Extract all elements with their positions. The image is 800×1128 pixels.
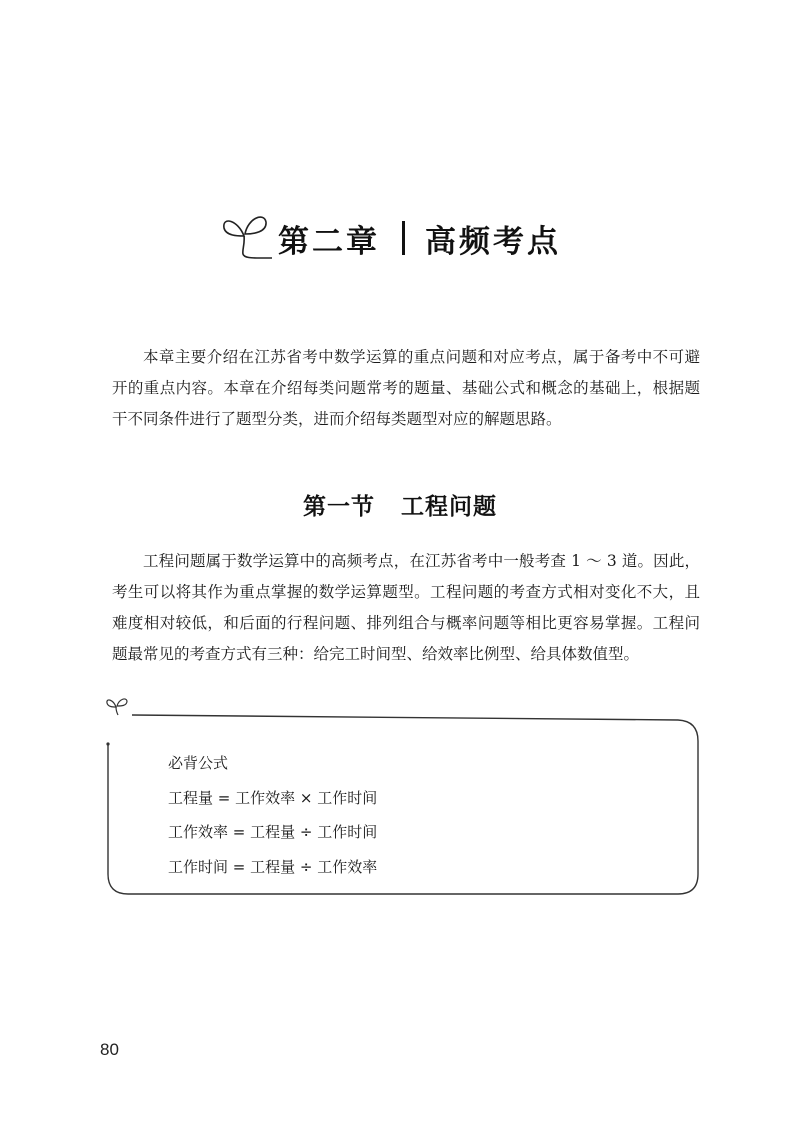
- chapter-heading: [218, 198, 561, 278]
- formula-item: 工程量 = 工作效率 × 工作时间: [168, 788, 378, 807]
- formula-list: [168, 746, 377, 884]
- sprout-icon: [218, 206, 274, 270]
- formula-heading: 必背公式: [168, 754, 229, 772]
- sprout-icon: [104, 694, 130, 716]
- formula-box: [104, 694, 702, 899]
- section-body-paragraph: 工程问题属于数学运算中的高频考点，在江苏省考中一般考查 1 ～ 3 道。因此，考生可以将其作为重点掌握的数学运算题型。工程问题的考查方式相对变化不大，且难度相对较低，和后面的行程问题、排列组合与概率问题等相比更容易掌握。工程问题最常见的考查方式有三种：给完工时间型、给效率比例型、给具体数值型。: [112, 552, 700, 663]
- page-number: 80: [100, 1040, 119, 1059]
- formula-item: 工作时间 = 工程量 ÷ 工作效率: [168, 857, 378, 876]
- section-title: [0, 488, 800, 521]
- section-label: 第一节: [303, 494, 375, 520]
- section-name: 工程问题: [401, 494, 497, 520]
- chapter-title: 第二章: [278, 223, 380, 260]
- chapter-subtitle: 高频考点: [425, 223, 561, 260]
- formula-item: 工作效率 = 工程量 ÷ 工作时间: [168, 823, 378, 841]
- chapter-intro-paragraph: 本章主要介绍在江苏省考中数学运算的重点问题和对应考点，属于备考中不可避开的重点内容。本章在介绍每类问题常考的题量、基础公式和概念的基础上，根据题干不同条件进行了题型分类，进而介绍每类题型对应的解题思路。: [112, 348, 700, 428]
- chapter-divider: [402, 221, 405, 255]
